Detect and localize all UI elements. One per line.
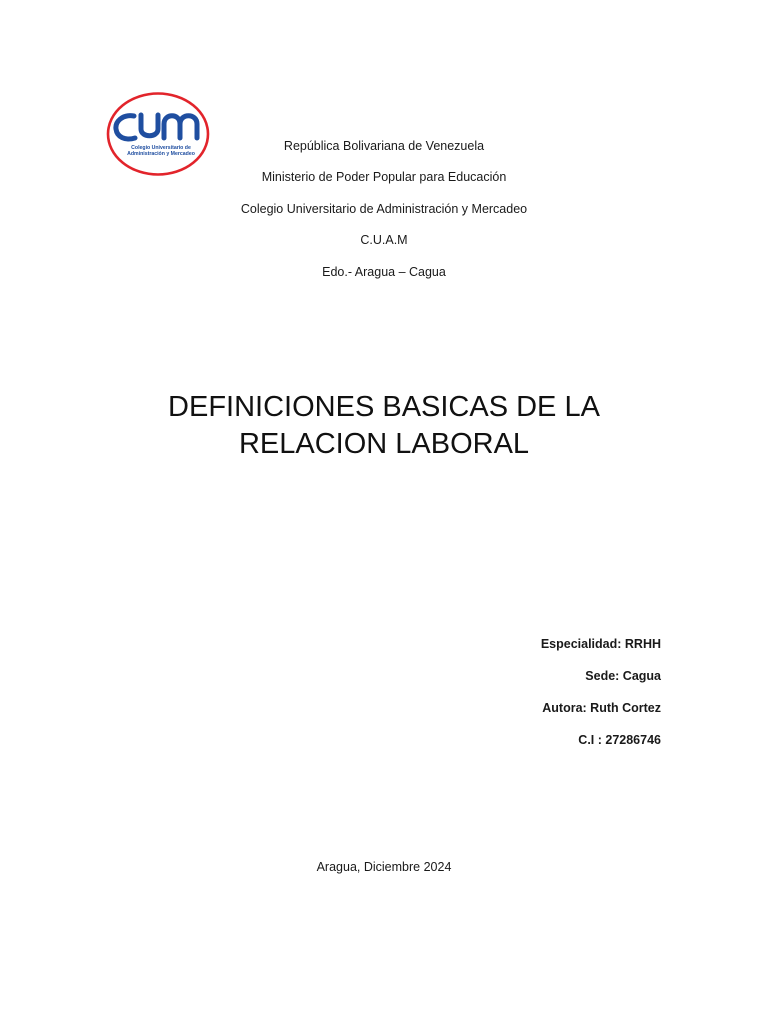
logo-subtitle-line1: Colegio Universitario de — [131, 145, 191, 151]
info-author: Autora: Ruth Cortez — [542, 701, 661, 715]
document-title-line1: DEFINICIONES BASICAS DE LA — [168, 391, 600, 423]
logo-subtitle-line2: Administración y Mercadeo — [127, 151, 195, 157]
college-logo — [106, 91, 210, 177]
info-id-number: C.I : 27286746 — [578, 733, 661, 747]
college-logo-graphic — [106, 91, 210, 177]
header-acronym: C.U.A.M — [360, 233, 408, 247]
info-campus: Sede: Cagua — [585, 669, 661, 683]
header-ministry: Ministerio de Poder Popular para Educación — [261, 170, 507, 184]
info-specialty: Especialidad: RRHH — [540, 637, 661, 651]
header-country: República Bolivariana de Venezuela — [283, 139, 485, 153]
document-title-line2: RELACION LABORAL — [238, 428, 530, 460]
header-location: Edo.- Aragua – Cagua — [322, 265, 446, 279]
header-college: Colegio Universitario de Administración y Mercadeo — [240, 202, 528, 216]
footer-place-date: Aragua, Diciembre 2024 — [316, 860, 452, 874]
document-title — [140, 389, 628, 463]
